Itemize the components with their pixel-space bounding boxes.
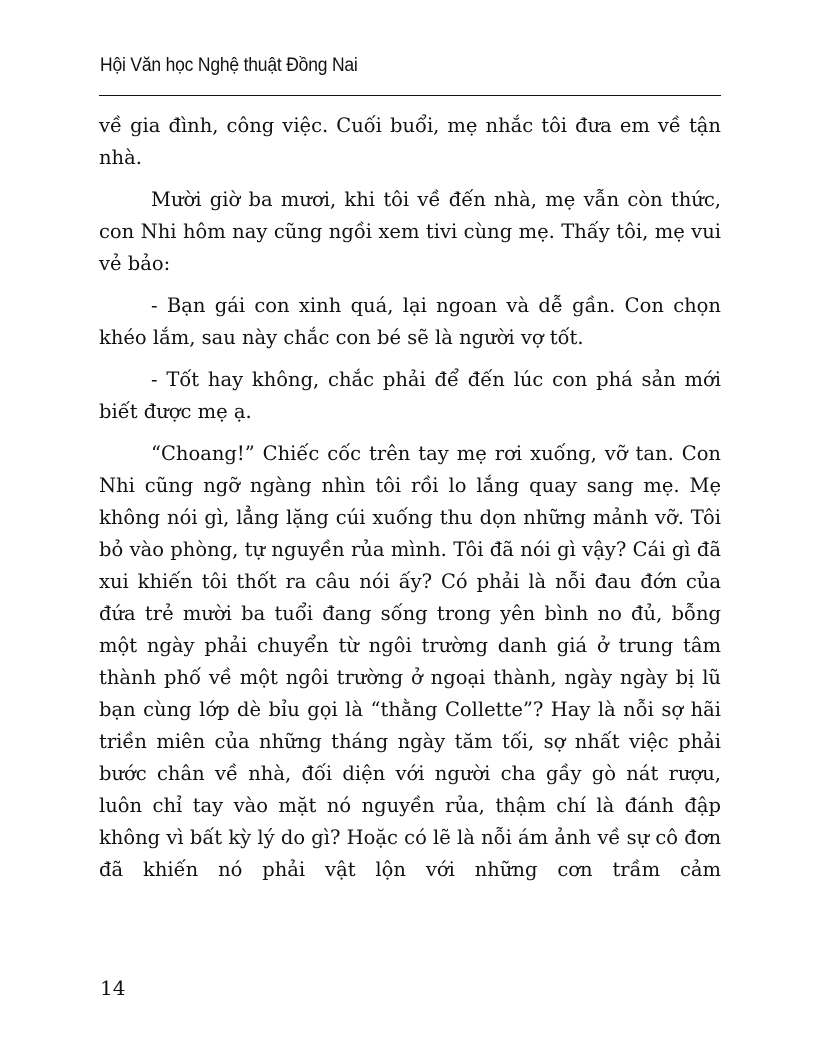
paragraph-continuation: về gia đình, công việc. Cuối buổi, mẹ nhắc tôi đưa em về tận nhà.: [99, 114, 721, 169]
paragraph-arrival-home: Mười giờ ba mươi, khi tôi về đến nhà, mẹ vẫn còn thức, con Nhi hôm nay cũng ngồi xem tivi cùng mẹ. Thấy tôi, mẹ vui vẻ bảo:: [99, 188, 721, 275]
page-number: 14: [100, 976, 126, 1000]
paragraph-son-reply: - Tốt hay không, chắc phải để đến lúc con phá sản mới biết được mẹ ạ.: [99, 368, 721, 423]
paragraph-mother-dialogue: - Bạn gái con xinh quá, lại ngoan và dễ gần. Con chọn khéo lắm, sau này chắc con bé sẽ là người vợ tốt.: [99, 294, 721, 349]
page-body: [99, 110, 721, 896]
paragraph-broken-cup: “Choang!” Chiếc cốc trên tay mẹ rơi xuống, vỡ tan. Con Nhi cũng ngỡ ngàng nhìn tôi rồi lo lắng quay sang mẹ. Mẹ không nói gì, lẳng lặng cúi xuống thu dọn những mảnh vỡ. Tôi bỏ vào phòng, tự nguyền rủa mình. Tôi đã nói gì vậy? Cái gì đã xui khiến tôi thốt ra câu nói ấy? Có phải là nỗi đau đớn của đứa trẻ mười ba tuổi đang sống trong yên bình no đủ, bỗng một ngày phải chuyển từ ngôi trường danh giá ở trung tâm thành phố về một ngôi trường ở ngoại thành, ngày ngày bị lũ bạn cùng lớp dè bỉu gọi là “thằng Collette”? Hay là nỗi sợ hãi triền miên của những tháng ngày tăm tối, sợ nhất việc phải bước chân về nhà, đối diện với người cha gầy gò nát rượu, luôn chỉ tay vào mặt nó nguyền rủa, thậm chí là đánh đập không vì bất kỳ lý do gì? Hoặc có lẽ là nỗi ám ảnh về sự cô đơn đã khiến nó phải vật lộn với những cơn trầm cảm: [99, 442, 721, 881]
header-divider: [99, 95, 721, 96]
running-header: Hội Văn học Nghệ thuật Đồng Nai: [100, 55, 358, 76]
